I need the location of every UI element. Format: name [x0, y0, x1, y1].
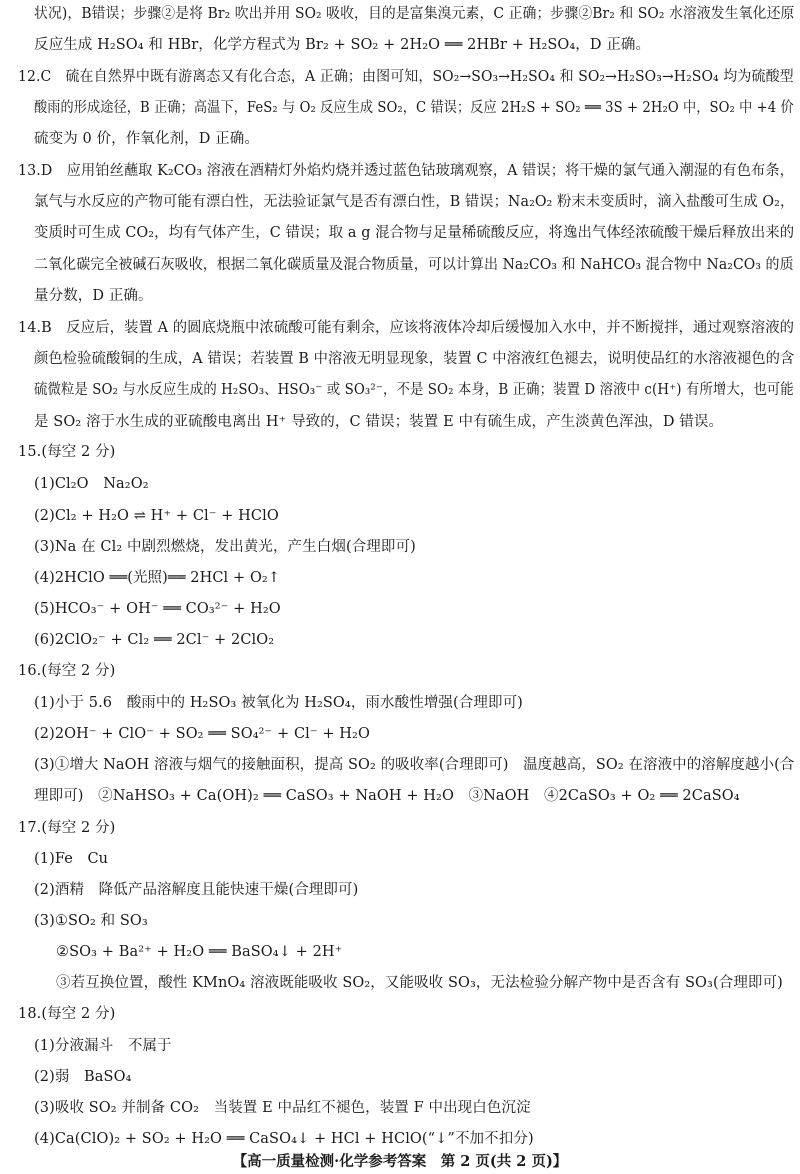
answer-16-item: 理即可) ②NaHSO₃ + Ca(OH)₂ ══ CaSO₃ + NaOH + H₂O ③NaOH ④2CaSO₃ + O₂ ══ 2CaSO₄: [34, 788, 740, 804]
answer-15-item: (5)HCO₃⁻ + OH⁻ ══ CO₃²⁻ + H₂O: [34, 601, 281, 617]
answer-14-text: 颜色检验硫酸铜的生成，A 错误；若装置 B 中溶液无明显现象，装置 C 中溶液红色褪去，说明使品红的水溶液褪色的含: [34, 351, 795, 367]
answer-13-text: 变质时可生成 CO₂，均有气体产生，C 错误；取 a g 混合物与足量稀硫酸反应，将逸出气体经浓硫酸干燥后释放出来的: [34, 225, 795, 241]
answer-18-item: (1)分液漏斗 不属于: [34, 1038, 172, 1054]
answer-15-header: 15.(每空 2 分): [18, 444, 116, 460]
answer-15-item: (1)Cl₂O Na₂O₂: [34, 476, 149, 492]
answer-13-text: 氯气与水反应的产物可能有漂白性，无法验证氯气是否有漂白性，B 错误；Na₂O₂ 粉末未变质时，滴入盐酸可生成 O₂，: [34, 194, 795, 210]
answer-12-text: 酸雨的形成途径，B 正确；高温下，FeS₂ 与 O₂ 反应生成 SO₂，C 错误；反应 2H₂S + SO₂ ══ 3S + 2H₂O 中，SO₂ 中 +4 价: [34, 100, 794, 116]
answer-12-text: 12.C 硫在自然界中既有游离态又有化合态，A 正确；由图可知，SO₂→SO₃→H₂SO₄ 和 SO₂→H₂SO₃→H₂SO₄ 均为硫酸型: [18, 69, 794, 85]
answer-17-header: 17.(每空 2 分): [18, 820, 116, 836]
answer-17-item: (3)①SO₂ 和 SO₃: [34, 913, 148, 929]
answer-17-item: (2)酒精 降低产品溶解度且能快速干燥(合理即可): [34, 882, 359, 898]
answer-15-item: (6)2ClO₂⁻ + Cl₂ ══ 2Cl⁻ + 2ClO₂: [34, 632, 275, 648]
answer-13-text: 量分数，D 正确。: [34, 288, 153, 304]
answer-16-item: (3)①增大 NaOH 溶液与烟气的接触面积，提高 SO₂ 的吸收率(合理即可) 温度越高，SO₂ 在溶液中的溶解度越小(合: [34, 757, 795, 773]
answer-18-header: 18.(每空 2 分): [18, 1006, 116, 1022]
answer-18-item: (3)吸收 SO₂ 并制备 CO₂ 当装置 E 中品红不褪色，装置 F 中出现白色沉淀: [34, 1100, 531, 1116]
answer-16-item: (2)2OH⁻ + ClO⁻ + SO₂ ══ SO₄²⁻ + Cl⁻ + H₂O: [34, 726, 370, 742]
answer-17-item: ②SO₃ + Ba²⁺ + H₂O ══ BaSO₄↓ + 2H⁺: [56, 944, 343, 960]
answer-14-text: 是 SO₂ 溶于水生成的亚硫酸电离出 H⁺ 导致的，C 错误；装置 E 中有硫生成，产生淡黄色浑浊，D 错误。: [34, 414, 724, 430]
answer-15-item: (3)Na 在 Cl₂ 中剧烈燃烧，发出黄光，产生白烟(合理即可): [34, 539, 416, 555]
answer-16-item: (1)小于 5.6 酸雨中的 H₂SO₃ 被氧化为 H₂SO₄，雨水酸性增强(合理即可): [34, 695, 523, 711]
answer-14-text: 14.B 反应后，装置 A 的圆底烧瓶中浓硫酸可能有剩余，应该将液体冷却后缓慢加入水中，并不断搅拌，通过观察溶液的: [18, 320, 795, 336]
page-footer: 【高一质量检测·化学参考答案 第 2 页(共 2 页)】: [232, 1153, 568, 1170]
answer-13-text: 二氧化碳完全被碱石灰吸收，根据二氧化碳质量及混合物质量，可以计算出 Na₂CO₃ 和 NaHCO₃ 混合物中 Na₂CO₃ 的质: [34, 257, 794, 273]
answer-12-text: 硫变为 0 价，作氧化剂，D 正确。: [34, 131, 259, 147]
answer-11-text: 反应生成 H₂SO₄ 和 HBr，化学方程式为 Br₂ + SO₂ + 2H₂O ══ 2HBr + H₂SO₄，D 正确。: [34, 37, 651, 53]
answer-18-item: (2)弱 BaSO₄: [34, 1069, 132, 1085]
answer-17-item: (1)Fe Cu: [34, 851, 109, 867]
answer-11-text: 状况)，B错误；步骤②是将 Br₂ 吹出并用 SO₂ 吸收，目的是富集溴元素，C 正确；步骤②Br₂ 和 SO₂ 水溶液发生氧化还原: [34, 6, 795, 22]
answer-17-item: ③若互换位置，酸性 KMnO₄ 溶液既能吸收 SO₂，又能吸收 SO₃，无法检验分解产物中是否含有 SO₃(合理即可): [56, 975, 783, 991]
answer-18-item: (4)Ca(ClO)₂ + SO₂ + H₂O ══ CaSO₄↓ + HCl + HClO(“↓”不加不扣分): [34, 1131, 534, 1147]
answer-16-header: 16.(每空 2 分): [18, 663, 116, 679]
answer-14-text: 硫微粒是 SO₂ 与水反应生成的 H₂SO₃、HSO₃⁻ 或 SO₃²⁻，不是 SO₂ 本身，B 正确；装置 D 溶液中 c(H⁺) 有所增大，也可能: [34, 382, 794, 398]
answer-15-item: (2)Cl₂ + H₂O ⇌ H⁺ + Cl⁻ + HClO: [34, 508, 279, 524]
answer-15-item: (4)2HClO ══(光照)══ 2HCl + O₂↑: [34, 570, 281, 586]
answer-13-text: 13.D 应用铂丝蘸取 K₂CO₃ 溶液在酒精灯外焰灼烧并透过蓝色钴玻璃观察，A 错误；将干燥的氯气通入潮湿的有色布条，: [18, 163, 794, 179]
